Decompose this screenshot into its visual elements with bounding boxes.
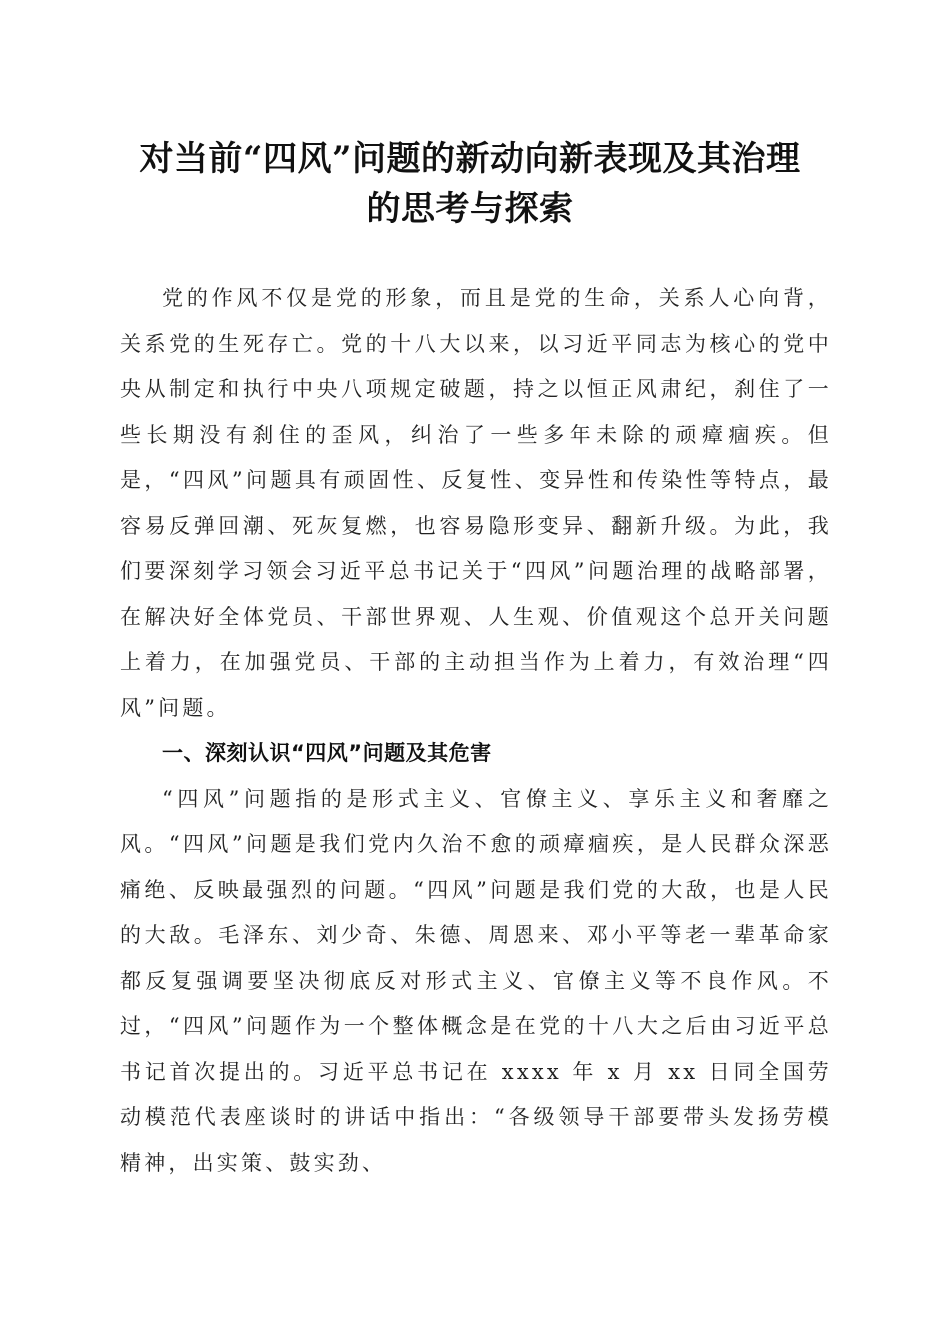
document-body bbox=[120, 276, 832, 1186]
title-line-1: 对当前“四风”问题的新动向新表现及其治理 bbox=[139, 139, 801, 179]
document-title bbox=[100, 134, 840, 234]
section-1-paragraph: “四风”问题指的是形式主义、官僚主义、享乐主义和奢靡之风。“四风”问题是我们党内久治不愈的顽瘴痼疾，是人民群众深恶痛绝、反映最强烈的问题。“四风”问题是我们党的大敌，也是人民的大敌。毛泽东、刘少奇、朱德、周恩来、邓小平等老一辈革命家都反复强调要坚决彻底反对形式主义、官僚主义等不良作风。不过，“四风”问题作为一个整体概念是在党的十八大之后由习近平总书记首次提出的。习近平总书记在 xxxx 年 x 月 xx 日同全国劳动模范代表座谈时的讲话中指出：“各级领导干部要带头发扬劳模精神，出实策、鼓实劲、 bbox=[120, 786, 832, 1175]
title-line-2: 的思考与探索 bbox=[366, 189, 574, 229]
intro-paragraph: 党的作风不仅是党的形象，而且是党的生命，关系人心向背，关系党的生死存亡。党的十八大以来，以习近平同志为核心的党中央从制定和执行中央八项规定破题，持之以恒正风肃纪，刹住了一些长期没有刹住的歪风，纠治了一些多年未除的顽瘴痼疾。但是，“四风”问题具有顽固性、反复性、变异性和传染性等特点，最容易反弹回潮、死灰复燃，也容易隐形变异、翻新升级。为此，我们要深刻学习领会习近平总书记关于“四风”问题治理的战略部署，在解决好全体党员、干部世界观、人生观、价值观这个总开关问题上着力，在加强党员、干部的主动担当作为上着力，有效治理“四风”问题。 bbox=[120, 286, 832, 720]
section-heading-1: 一、深刻认识“四风”问题及其危害 bbox=[162, 741, 492, 765]
